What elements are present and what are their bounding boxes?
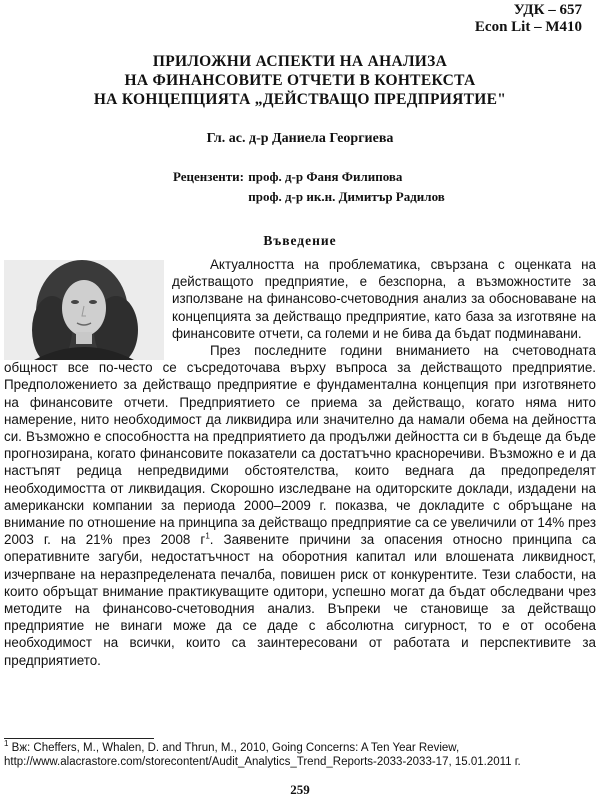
- section-heading: Въведение: [263, 233, 337, 248]
- title-line-1: ПРИЛОЖНИ АСПЕКТИ НА АНАЛИЗА: [152, 53, 448, 70]
- photo-spacer: [4, 256, 172, 358]
- paragraph-1: Актуалността на проблематика, свързана с оценката на действащото предприятие, е безспорна, а възможностите за използване на финансово-счетоводния анализ за обосноваване на концепцията за действащо предприятие, като база за изготвяне на финансовите отчети, са големи и не бива да бъдат подминавани.: [172, 257, 596, 341]
- reviewers-label: Рецензенти:: [173, 169, 244, 184]
- udk-code: УДК – 657: [513, 2, 582, 18]
- reviewer-1: проф. д-р Фаня Филипова: [248, 169, 403, 184]
- econ-lit-code: Econ Lit – M410: [474, 19, 582, 35]
- title-line-2: НА ФИНАНСОВИТЕ ОТЧЕТИ В КОНТЕКСТА: [124, 72, 476, 89]
- footnote-text: Вж: Cheffers, M., Whalen, D. and Thrun, M., 2010, Going Concerns: A Ten Year Review, http://www.alacrastore.com/storecontent/Audit_Analytics_Trend_Reports-2033-2033-17, 15.01.2011 г.: [4, 742, 521, 768]
- footnote: [4, 741, 596, 769]
- classification-codes: [475, 2, 582, 36]
- paragraph-2: [4, 342, 596, 669]
- page-number: 259: [290, 782, 310, 797]
- paragraph-2-part-2: . Заявените причини за опасения относно принципа са оперативните загуби, недостатъчност на оборотния капитал или влошената ликвидност, изчерпване на неразпределената печалба, повишен риск от конкурентите. Тези слабости, на които обръщат внимание практикуващите одитори, успешно могат да бъдат обследвани чрез методите на финансово-счетоводния анализ. Въпреки че становище за действащо предприятие не винаги може да се даде с абсолютна сигурност, то е от особена необходимост на всички, които са заинтересовани от работата и перспективите за предприятието.: [4, 532, 596, 668]
- article-body: [4, 256, 596, 669]
- paragraph-2-part-1: През последните години вниманието на счетоводната общност все по-често се съсредоточава върху въпроса за действащото предприятие. Предположението за действащо предприятие е фундаментална концепция при изготвянето на финансовите отчети. Предприятието се приема за действащо, когато няма нито намерение, нито необходимост да ликвидира или значително да намали обема на дейността си. Възможно е способността на предприятието да продължи дейността си в бъдеще да бъде прогнозирана, когато финансовите показатели са достатъчно красноречиви. Възможно е и да настъпят редица непредвидими обстоятелства, които веднага да предопределят необходимостта от ликвидация. Скорошно изследване на одиторските доклади, издадени на американски компании за периода 2000–2009 г. показва, че докладите с обръщане на внимание по отношение на принципа за действащо предприятие са се увеличили от 14% през 2003 г. на 21% през 2008 г: [4, 343, 596, 548]
- author-name: Гл. ас. д-р Даниела Георгиева: [206, 131, 394, 146]
- title-line-3: НА КОНЦЕПЦИЯТА „ДЕЙСТВАЩО ПРЕДПРИЯТИЕ": [93, 91, 507, 108]
- article-title: [60, 52, 540, 109]
- reviewers-block: [173, 167, 445, 207]
- reviewer-2: проф. д-р ик.н. Димитър Радилов: [248, 189, 445, 204]
- footnote-number: 1: [4, 739, 9, 749]
- footnote-divider: [4, 738, 154, 739]
- footnote-ref: 1: [205, 531, 210, 541]
